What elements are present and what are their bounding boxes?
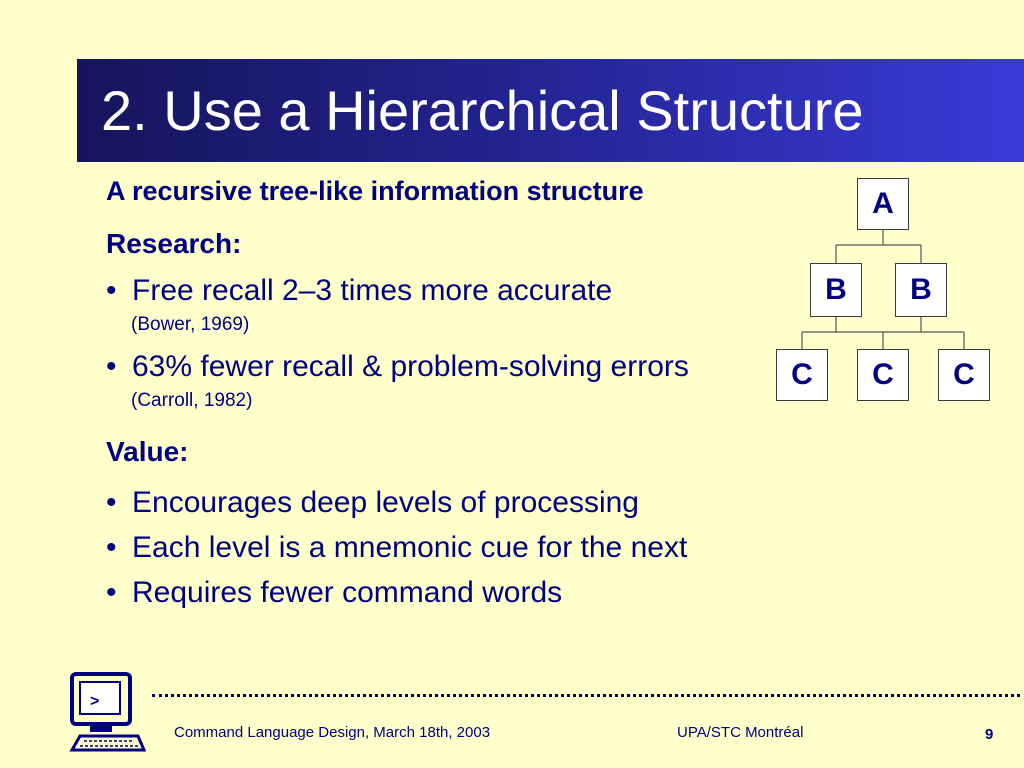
value-item-text: Requires fewer command words	[132, 576, 563, 609]
value-item-text: Each level is a mnemonic cue for the next	[132, 531, 688, 564]
tree-node-level3: C	[776, 349, 828, 401]
research-item-2	[106, 350, 689, 384]
research-item-text: 63% fewer recall & problem-solving errors	[132, 350, 689, 383]
research-heading: Research:	[106, 228, 242, 259]
value-heading: Value:	[106, 436, 189, 467]
bullet-glyph: •	[106, 274, 117, 307]
bullet-glyph: •	[106, 531, 117, 564]
tree-node-level2: B	[895, 263, 947, 317]
bullet-glyph: •	[106, 486, 117, 519]
value-item-text: Encourages deep levels of processing	[132, 486, 639, 519]
research-citation-1: (Bower, 1969)	[131, 314, 250, 335]
footer-presentation-info: Command Language Design, March 18th, 2003	[174, 724, 491, 741]
value-item-1	[106, 486, 639, 520]
tree-node-level2: B	[810, 263, 862, 317]
hierarchy-tree-diagram	[770, 175, 1000, 410]
value-item-2	[106, 531, 687, 565]
research-item-1	[106, 274, 612, 308]
value-item-3	[106, 576, 562, 610]
research-citation-2: (Carroll, 1982)	[131, 390, 253, 411]
tree-node-level3: C	[938, 349, 990, 401]
bullet-glyph: •	[106, 350, 117, 383]
computer-terminal-icon	[66, 672, 146, 759]
tree-node-root: A	[857, 178, 909, 230]
footer-divider	[152, 694, 1020, 697]
slide-title: 2. Use a Hierarchical Structure	[101, 79, 864, 142]
title-bar	[77, 59, 1024, 162]
research-item-text: Free recall 2–3 times more accurate	[132, 274, 613, 307]
bullet-glyph: •	[106, 576, 117, 609]
slide-number: 9	[985, 726, 994, 743]
footer-venue: UPA/STC Montréal	[677, 724, 804, 741]
prompt-glyph: >	[90, 693, 100, 710]
tree-node-level3: C	[857, 349, 909, 401]
slide-subtitle: A recursive tree-like information structure	[106, 176, 644, 206]
